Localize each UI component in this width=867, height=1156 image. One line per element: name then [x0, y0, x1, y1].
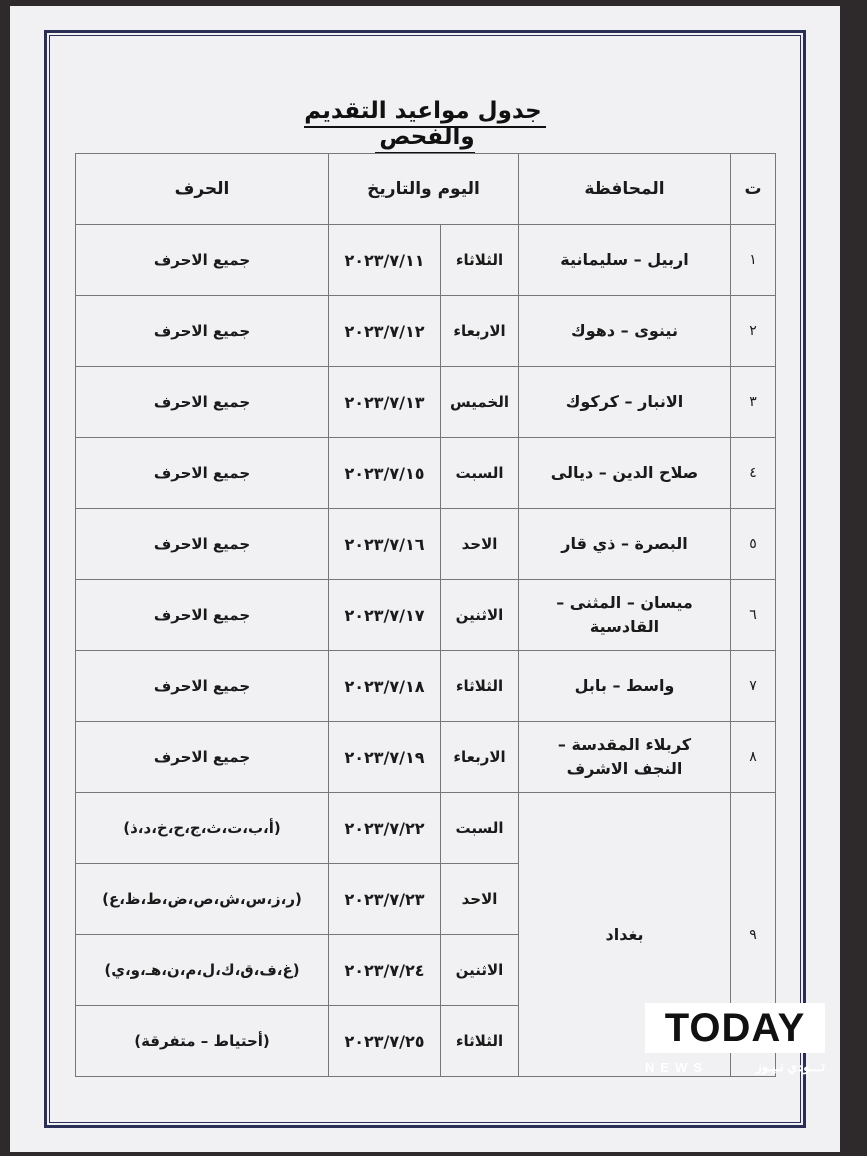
- row-province: الانبار – كركوك: [519, 367, 731, 438]
- table-row: [76, 509, 776, 580]
- page-title: جدول مواعيد التقديم والفحص: [270, 98, 580, 150]
- row-letters: (غ،ف،ق،ك،ل،م،ن،هـ،و،ي): [76, 935, 329, 1006]
- row-number: ٩: [731, 793, 776, 1077]
- row-province: البصرة – ذي قار: [519, 509, 731, 580]
- row-province: كربلاء المقدسة – النجف الاشرف: [519, 722, 731, 793]
- row-day: الاثنين: [441, 580, 519, 651]
- row-letters: (أحتياط – متفرقة): [76, 1006, 329, 1077]
- table-row: [76, 367, 776, 438]
- row-province: نينوى – دهوك: [519, 296, 731, 367]
- row-date: ٢٠٢٣/٧/١٣: [329, 367, 441, 438]
- row-day: الخميس: [441, 367, 519, 438]
- row-letters: جميع الاحرف: [76, 509, 329, 580]
- row-letters: جميع الاحرف: [76, 225, 329, 296]
- row-day: الاربعاء: [441, 296, 519, 367]
- row-letters: جميع الاحرف: [76, 580, 329, 651]
- row-letters: (أ،ب،ت،ث،ج،ح،خ،د،ذ): [76, 793, 329, 864]
- row-number: ٧: [731, 651, 776, 722]
- row-day: الاحد: [441, 509, 519, 580]
- header-number: ت: [731, 154, 776, 225]
- row-province: ميسان – المثنى – القادسية: [519, 580, 731, 651]
- row-province: اربيل – سليمانية: [519, 225, 731, 296]
- row-day: الاثنين: [441, 935, 519, 1006]
- row-number: ١: [731, 225, 776, 296]
- row-date: ٢٠٢٣/٧/٢٤: [329, 935, 441, 1006]
- header-province: المحافظة: [519, 154, 731, 225]
- row-number: ٣: [731, 367, 776, 438]
- row-date: ٢٠٢٣/٧/١٨: [329, 651, 441, 722]
- row-date: ٢٠٢٣/٧/٢٣: [329, 864, 441, 935]
- row-date: ٢٠٢٣/٧/١٦: [329, 509, 441, 580]
- watermark-sub-ar: تـــودي نـيـوز: [755, 1059, 825, 1074]
- row-day: السبت: [441, 438, 519, 509]
- row-date: ٢٠٢٣/٧/١٧: [329, 580, 441, 651]
- row-province: بغداد: [519, 793, 731, 1077]
- row-date: ٢٠٢٣/٧/١٢: [329, 296, 441, 367]
- row-letters: (ر،ز،س،ش،ص،ض،ط،ظ،ع): [76, 864, 329, 935]
- row-date: ٢٠٢٣/٧/٢٥: [329, 1006, 441, 1077]
- row-number: ٦: [731, 580, 776, 651]
- table-row: [76, 225, 776, 296]
- schedule-table: [75, 153, 776, 1077]
- row-letters: جميع الاحرف: [76, 438, 329, 509]
- row-day: الاربعاء: [441, 722, 519, 793]
- row-letters: جميع الاحرف: [76, 367, 329, 438]
- row-number: ٢: [731, 296, 776, 367]
- watermark-subtitle: [645, 1057, 825, 1077]
- table-row: [76, 296, 776, 367]
- table-row: [76, 722, 776, 793]
- today-news-watermark: [645, 1003, 825, 1081]
- row-province: واسط – بابل: [519, 651, 731, 722]
- row-date: ٢٠٢٣/٧/١٩: [329, 722, 441, 793]
- row-day: الاحد: [441, 864, 519, 935]
- header-letter: الحرف: [76, 154, 329, 225]
- row-letters: جميع الاحرف: [76, 296, 329, 367]
- table-header-row: [76, 154, 776, 225]
- row-letters: جميع الاحرف: [76, 722, 329, 793]
- row-date: ٢٠٢٣/٧/١١: [329, 225, 441, 296]
- header-day-date: اليوم والتاريخ: [329, 154, 519, 225]
- table-row: [76, 651, 776, 722]
- table-row: [76, 580, 776, 651]
- row-number: ٥: [731, 509, 776, 580]
- table-row-baghdad: [76, 793, 776, 864]
- table-row: [76, 438, 776, 509]
- row-date: ٢٠٢٣/٧/٢٢: [329, 793, 441, 864]
- row-date: ٢٠٢٣/٧/١٥: [329, 438, 441, 509]
- row-province: صلاح الدين – ديالى: [519, 438, 731, 509]
- row-number: ٤: [731, 438, 776, 509]
- row-day: الثلاثاء: [441, 1006, 519, 1077]
- row-day: الثلاثاء: [441, 225, 519, 296]
- row-number: ٨: [731, 722, 776, 793]
- watermark-brand: TODAY: [645, 1003, 825, 1053]
- watermark-sub-en: NEWS: [645, 1059, 708, 1075]
- row-day: السبت: [441, 793, 519, 864]
- row-letters: جميع الاحرف: [76, 651, 329, 722]
- row-day: الثلاثاء: [441, 651, 519, 722]
